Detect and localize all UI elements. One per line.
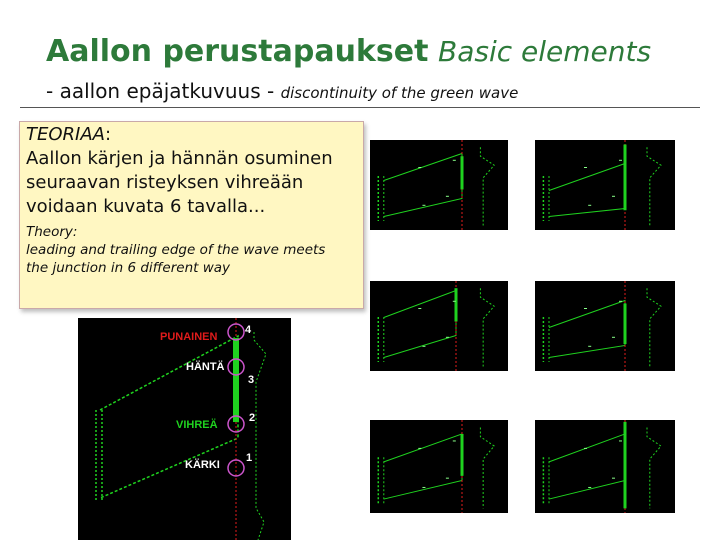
- title-english: Basic elements: [437, 35, 652, 68]
- thumbnail-graphic: [535, 420, 675, 513]
- subtitle-finnish: - aallon epäjatkuvuus -: [46, 79, 275, 103]
- marker-number: 1: [246, 452, 253, 464]
- slide-subtitle: [46, 79, 518, 103]
- note-heading-colon: :: [104, 124, 112, 145]
- title-divider: [20, 107, 700, 108]
- theory-note: [19, 121, 364, 309]
- wave-case-thumbnail-case-c: [370, 281, 508, 371]
- note-heading-text: TEORIAA: [26, 124, 105, 145]
- label-red: PUNAINEN: [160, 331, 218, 343]
- note-body-line: seuraavan risteyksen vihreään: [26, 172, 304, 193]
- note-body-line: voidaan kuvata 6 tavalla...: [26, 196, 266, 217]
- wave-case-thumbnail-case-e: [370, 420, 508, 513]
- wave-diagram-main: [78, 318, 291, 540]
- wave-case-thumbnail-case-d: [535, 281, 675, 371]
- label-green: VIHREÄ: [176, 419, 218, 431]
- note-english-line: Theory:: [26, 224, 78, 240]
- note-body-line: Aallon kärjen ja hännän osuminen: [26, 148, 333, 169]
- thumbnail-graphic: [535, 140, 675, 230]
- note-heading: [26, 123, 363, 147]
- wave-case-thumbnail-case-f: [535, 420, 675, 513]
- title-finnish: Aallon perustapaukset: [46, 34, 429, 69]
- marker-number: 4: [245, 324, 252, 336]
- marker-number: 3: [248, 374, 255, 386]
- wave-case-thumbnail-case-b: [535, 140, 675, 230]
- thumbnail-graphic: [370, 420, 508, 513]
- slide-title: [46, 34, 651, 69]
- thumbnail-graphic: [535, 281, 675, 371]
- wave-case-thumbnail-case-a: [370, 140, 508, 230]
- note-english-text: [26, 223, 363, 277]
- note-english-line: the junction in 6 different way: [26, 260, 231, 276]
- thumbnail-graphic: [370, 140, 508, 230]
- label-tail: HÄNTÄ: [186, 361, 225, 373]
- thumbnail-graphic: [370, 281, 508, 371]
- subtitle-english: discontinuity of the green wave: [280, 84, 519, 102]
- marker-number: 2: [249, 412, 256, 424]
- note-english-line: leading and trailing edge of the wave meets: [26, 242, 326, 258]
- label-tip: KÄRKI: [185, 459, 220, 471]
